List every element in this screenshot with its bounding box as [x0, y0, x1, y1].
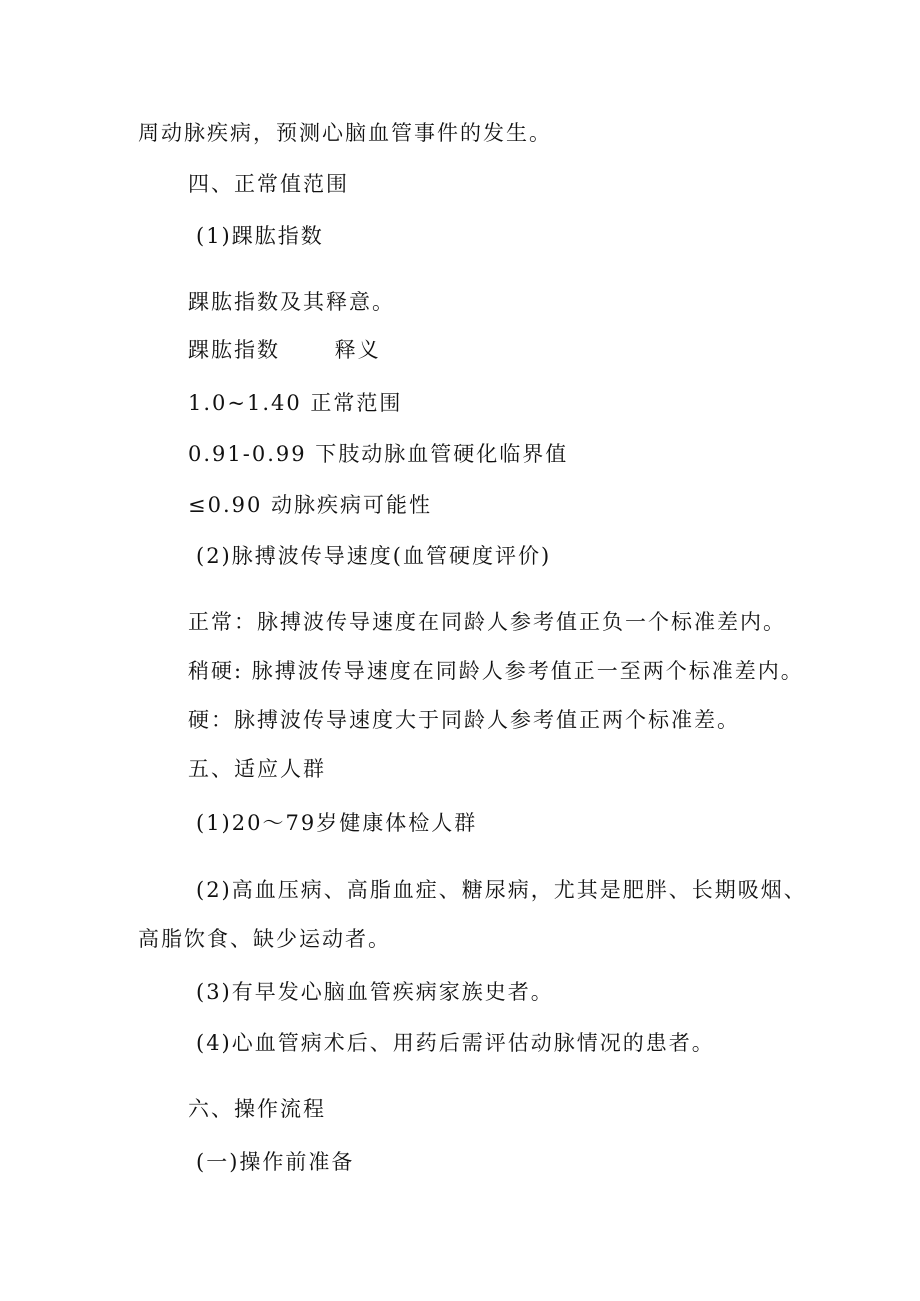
subsection-heading: (2)脉搏波传导速度(血管硬度评价) — [196, 544, 552, 568]
table-header: 踝肱指数 释义 — [188, 338, 381, 362]
text-line: 硬：脉搏波传导速度大于同龄人参考值正两个标准差。 — [188, 708, 740, 732]
table-row: 1.0~1.40 正常范围 — [188, 391, 403, 415]
text-line: 高脂饮食、缺少运动者。 — [138, 927, 391, 951]
section-heading: 四、正常值范围 — [188, 172, 349, 196]
text-line: 周动脉疾病，预测心脑血管事件的发生。 — [138, 121, 552, 145]
list-item: (4)心血管病术后、用药后需评估动脉情况的患者。 — [196, 1031, 715, 1055]
table-row: ≤0.90 动脉疾病可能性 — [188, 493, 433, 517]
list-item: (2)高血压病、高脂血症、糖尿病，尤其是肥胖、长期吸烟、 — [196, 878, 807, 902]
text-line: 稍硬: 脉搏波传导速度在同龄人参考值正一至两个标准差内。 — [188, 659, 804, 683]
list-item: (1)20～79岁健康体检人群 — [196, 811, 478, 835]
list-item: (3)有早发心脑血管疾病家族史者。 — [196, 980, 554, 1004]
text-line: 踝肱指数及其释意。 — [188, 290, 395, 314]
text-line: 正常：脉搏波传导速度在同龄人参考值正负一个标准差内。 — [188, 610, 786, 634]
section-heading: 六、操作流程 — [188, 1097, 326, 1121]
subsection-heading: (一)操作前准备 — [196, 1150, 355, 1174]
table-row: 0.91-0.99 下肢动脉血管硬化临界值 — [188, 442, 569, 466]
subsection-heading: (1)踝肱指数 — [196, 224, 324, 248]
section-heading: 五、适应人群 — [188, 757, 326, 781]
